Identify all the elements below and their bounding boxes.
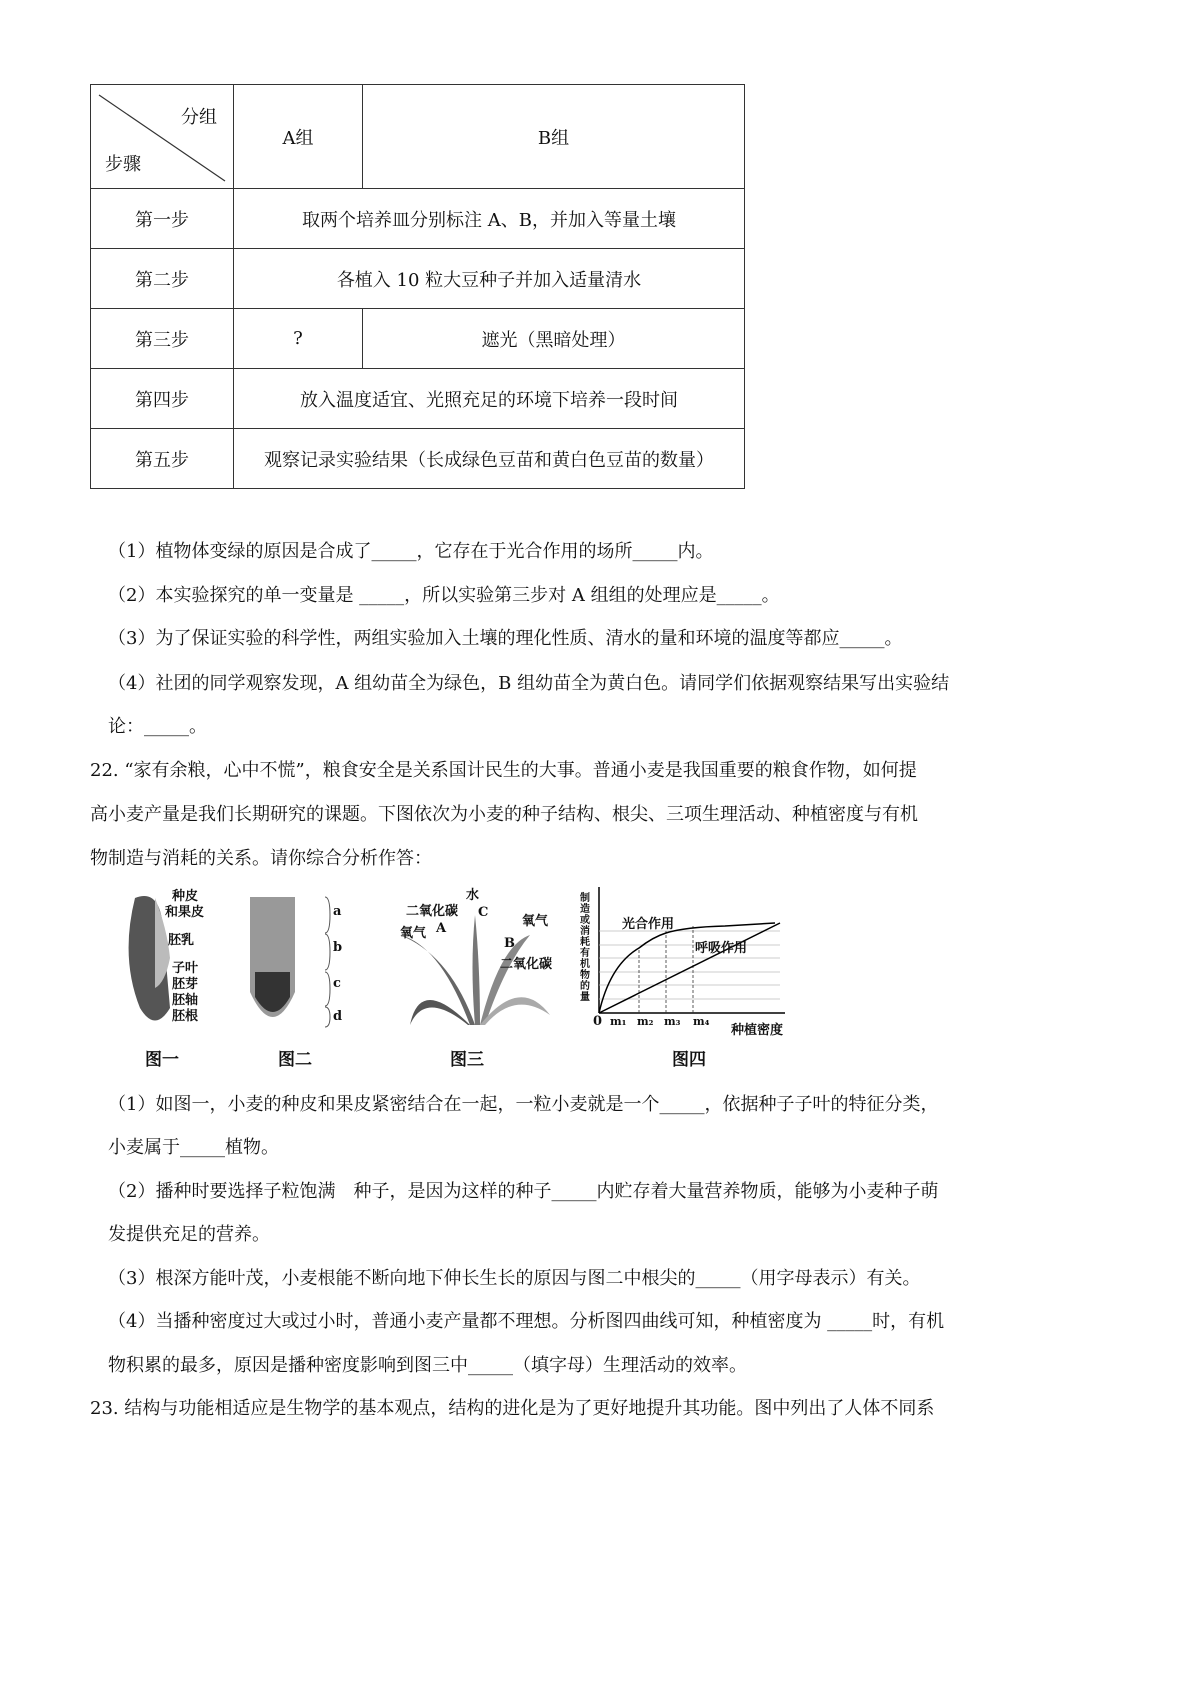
q22-4-cont: 物积累的最多，原因是播种密度影响到图三中_____（填字母）生理活动的效率。: [108, 1355, 747, 1376]
label-cotyledon: 子叶: [172, 961, 199, 976]
step-content: 取两个培养皿分别标注 A、B，并加入等量土壤: [234, 189, 745, 249]
header-step: 步骤: [105, 154, 141, 175]
table-row: [91, 309, 745, 369]
label-process-c: C: [478, 905, 489, 920]
q23-intro: 23. 结构与功能相适应是生物学的基本观点，结构的进化是为了更好地提升其功能。图中列出了人体不同系: [90, 1398, 935, 1419]
header-a: A组: [234, 85, 363, 189]
diagonal-header-cell: [91, 85, 234, 189]
q21-1: （1）植物体变绿的原因是合成了_____，它存在于光合作用的场所_____内。: [108, 541, 714, 562]
table-row: [91, 369, 745, 429]
x-tick-m1: m₁: [610, 1015, 627, 1028]
q21-3: （3）为了保证实验的科学性，两组实验加入土壤的理化性质、清水的量和环境的温度等都应_____。: [108, 628, 903, 649]
step-a: ?: [234, 309, 363, 369]
table-row: [91, 249, 745, 309]
table-row: [91, 429, 745, 489]
step-label: 第五步: [91, 429, 234, 489]
header-b: B组: [363, 85, 745, 189]
q22-intro-1: 22. “家有余粮，心中不慌”，粮食安全是关系国计民生的大事。普通小麦是我国重要的粮食作物，如何提: [90, 760, 917, 781]
x-axis-label: 种植密度: [731, 1023, 784, 1038]
step-label: 第二步: [91, 249, 234, 309]
label-co2-out: 二氧化碳: [500, 957, 553, 972]
label-seed-coat: 种皮: [172, 889, 199, 904]
q22-2-cont: 发提供充足的营养。: [108, 1224, 270, 1245]
label-c: c: [333, 976, 341, 991]
curve-label-photosynthesis: 光合作用: [622, 917, 675, 932]
label-water: 水: [466, 888, 480, 903]
step-content: 各植入 10 粒大豆种子并加入适量清水: [234, 249, 745, 309]
label-process-b: B: [504, 936, 515, 951]
label-b: b: [333, 940, 343, 955]
step-label: 第一步: [91, 189, 234, 249]
q21-4-cont: 论：_____。: [108, 716, 207, 737]
x-tick-m3: m₃: [664, 1015, 681, 1028]
respiration-line: [599, 923, 780, 1013]
label-a: a: [333, 904, 342, 919]
step-label: 第四步: [91, 369, 234, 429]
step-content: 观察记录实验结果（长成绿色豆苗和黄白色豆苗的数量）: [234, 429, 745, 489]
label-co2-in: 二氧化碳: [406, 904, 459, 919]
figure-4-caption: 图四: [672, 1050, 706, 1070]
label-radicle: 胚根: [172, 1009, 199, 1024]
label-oxygen-out: 氧气: [522, 914, 549, 929]
experiment-table: [90, 84, 745, 489]
table-row: [91, 189, 745, 249]
label-process-a: A: [436, 921, 447, 936]
q22-2: （2）播种时要选择子粒饱满 种子，是因为这样的种子_____内贮存着大量营养物质，能够为小麦种子萌: [108, 1181, 939, 1202]
figure-3-caption: 图三: [450, 1050, 484, 1070]
q22-intro-3: 物制造与消耗的关系。请你综合分析作答：: [90, 848, 432, 869]
header-group: 分组: [181, 107, 217, 128]
q21-4: （4）社团的同学观察发现，A 组幼苗全为绿色，B 组幼苗全为黄白色。请同学们依据观察结果写出实验结: [108, 673, 950, 694]
step-b: 遮光（黑暗处理）: [363, 309, 745, 369]
x-tick-m4: m₄: [693, 1015, 710, 1028]
curve-label-respiration: 呼吸作用: [695, 941, 748, 956]
y-axis-label: 制造或消耗有机物的量: [580, 893, 590, 1003]
q22-1: （1）如图一，小麦的种皮和果皮紧密结合在一起，一粒小麦就是一个_____，依据种子子叶的特征分类，: [108, 1094, 939, 1115]
origin-label: 0: [593, 1014, 603, 1029]
step-content: 放入温度适宜、光照充足的环境下培养一段时间: [234, 369, 745, 429]
figure-2-root-tip: [240, 892, 343, 1032]
figure-2-caption: 图二: [278, 1050, 312, 1070]
label-hypocotyl: 胚轴: [172, 993, 199, 1008]
gridlines: [599, 931, 780, 999]
q22-intro-2: 高小麦产量是我们长期研究的课题。下图依次为小麦的种子结构、根尖、三项生理活动、种植密度与有机: [90, 804, 918, 825]
x-tick-m2: m₂: [637, 1015, 654, 1028]
label-oxygen-in: 氧气: [400, 926, 427, 941]
label-plumule: 胚芽: [172, 977, 199, 992]
label-d: d: [333, 1009, 343, 1024]
figure-1-caption: 图一: [145, 1050, 179, 1070]
step-label: 第三步: [91, 309, 234, 369]
label-pericarp: 和果皮: [165, 905, 205, 920]
label-endosperm: 胚乳: [168, 933, 195, 948]
figure-4-chart: [575, 885, 795, 1045]
q22-1-cont: 小麦属于_____植物。: [108, 1137, 279, 1158]
q22-4: （4）当播种密度过大或过小时，普通小麦产量都不理想。分析图四曲线可知，种植密度为 _____时，有机: [108, 1311, 945, 1332]
q21-2: （2）本实验探究的单一变量是 _____，所以实验第三步对 A 组组的处理应是_____。: [108, 585, 780, 606]
q22-3: （3）根深方能叶茂，小麦根能不断向地下伸长生长的原因与图二中根尖的_____（用字母表示）有关。: [108, 1268, 921, 1289]
